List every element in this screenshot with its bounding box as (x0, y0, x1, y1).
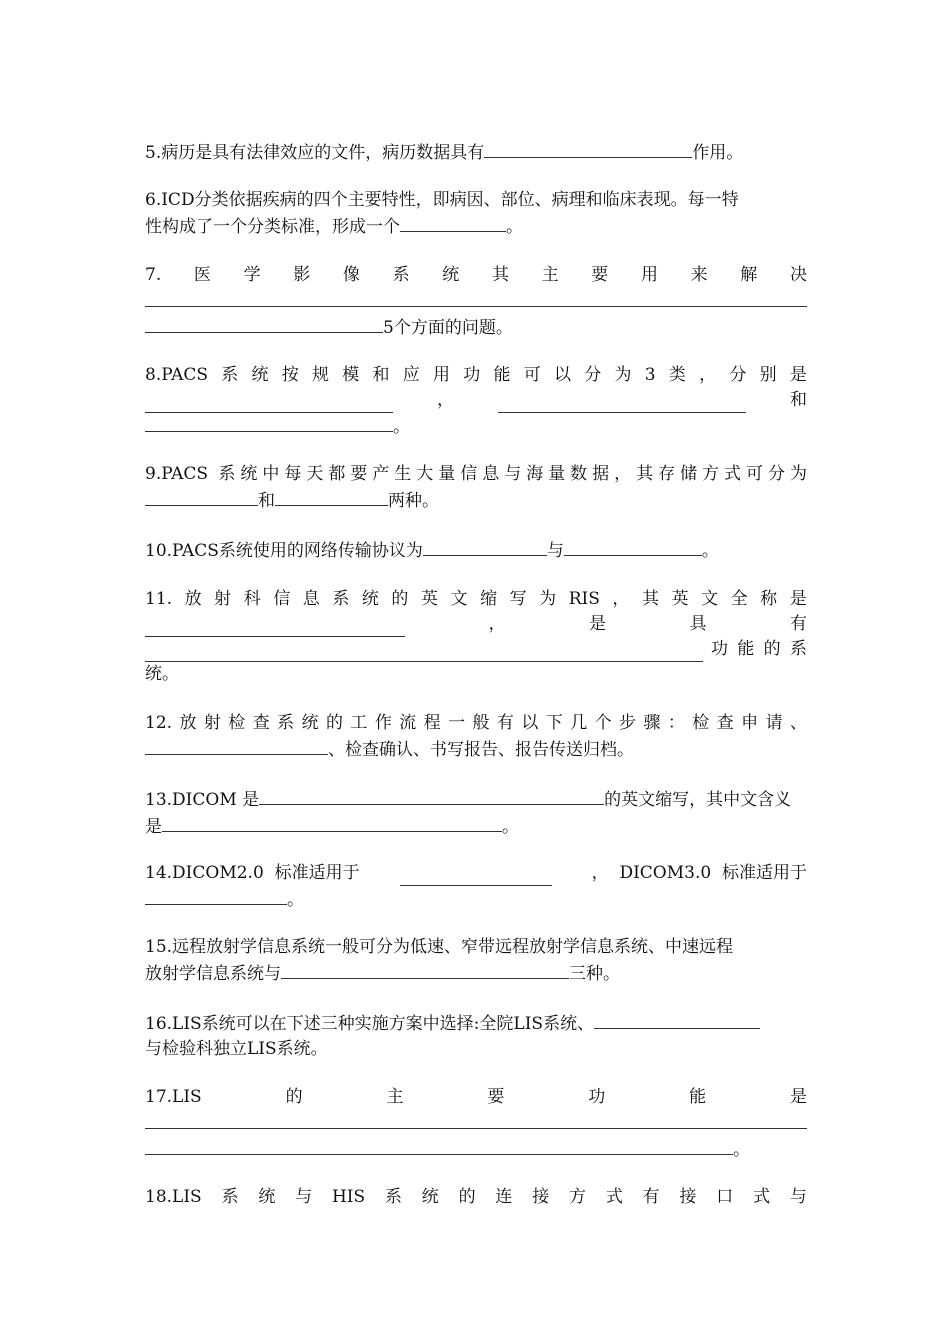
question-11 (145, 587, 807, 687)
q8-char: 可 (523, 365, 541, 385)
q8-blank-3 (145, 413, 393, 432)
q10-blank-1 (423, 537, 547, 556)
q17-char: 的 (285, 1087, 303, 1107)
q13-line2: 是 (145, 817, 162, 837)
q9-line1: 9.PACS 系统中每天都要产生大量信息与海量数据，其存储方式可分为 (145, 464, 807, 484)
q11-tail: 功能的系 (711, 639, 807, 659)
q10-text: 10.PACS系统使用的网络传输协议为 (145, 541, 423, 561)
q17-char: 主 (386, 1087, 404, 1107)
q8-char: 分 (584, 365, 602, 385)
q10-mid: 与 (546, 541, 564, 561)
q11-char: 是 (789, 589, 807, 609)
q8-char: 为 (614, 365, 632, 385)
q18-char: 的 (458, 1187, 476, 1207)
q18-char: 与 (789, 1187, 807, 1207)
q11-char: RIS (568, 589, 600, 609)
q11-char: 信 (273, 589, 291, 609)
q14-mid: ， DICOM3.0 标准适用于 (591, 863, 807, 883)
question-8 (145, 363, 807, 440)
q14-blank-1 (400, 867, 552, 886)
q18-char: 统 (258, 1187, 276, 1207)
q18-char: 连 (495, 1187, 513, 1207)
q11-char: 其 (641, 589, 659, 609)
q6-blank (400, 213, 506, 232)
q7-char: 要 (591, 265, 609, 285)
q11-line2 (145, 612, 807, 637)
q12-line1: 12.放射检查系统的工作流程一般有以下几个步骤：检查申请、 (145, 713, 807, 733)
q14-tail: 。 (287, 890, 304, 910)
q11-char: 称 (760, 589, 778, 609)
q11-char: 的 (391, 589, 409, 609)
q8-line2 (145, 388, 807, 413)
q15-line2: 放射学信息系统与 (145, 964, 281, 984)
q11-char: 11. (145, 589, 173, 609)
q17-char: 能 (689, 1087, 707, 1107)
q11-char: 全 (730, 589, 748, 609)
q8-char: 3 (644, 365, 656, 385)
q8-char: 分 (729, 365, 747, 385)
q11-char: 文 (701, 589, 719, 609)
q10-blank-2 (564, 537, 702, 556)
q8-char: 别 (759, 365, 777, 385)
q14-line1 (145, 861, 807, 886)
q9-tail: 两种。 (388, 491, 439, 511)
q7-char: 来 (690, 265, 708, 285)
q8-char: 能 (493, 365, 511, 385)
question-7 (145, 263, 807, 341)
q11-line1 (145, 587, 807, 612)
q18-char: 口 (716, 1187, 734, 1207)
q11-w1: 是 (589, 614, 606, 634)
q11-line3 (145, 637, 807, 662)
q7-char: 7. (145, 265, 162, 285)
q11-char: 息 (302, 589, 320, 609)
q8-char: 按 (281, 365, 299, 385)
q18-char: 式 (605, 1187, 623, 1207)
q18-char: 接 (532, 1187, 550, 1207)
q8-char: 模 (342, 365, 360, 385)
q17-char: 17.LIS (145, 1087, 202, 1107)
q16-line2: 与检验科独立LIS系统。 (145, 1039, 328, 1059)
q11-char: 英 (420, 589, 438, 609)
q18-char: 统 (421, 1187, 439, 1207)
question-10 (145, 537, 807, 564)
q8-tail: 。 (393, 417, 410, 437)
q8-char: 规 (312, 365, 330, 385)
q7-char: 其 (491, 265, 509, 285)
question-17 (145, 1085, 807, 1163)
question-18 (145, 1185, 807, 1210)
q8-char: 8.PACS (145, 365, 209, 385)
q10-tail: 。 (701, 541, 719, 561)
q18-char: 系 (221, 1187, 239, 1207)
q17-line1 (145, 1085, 807, 1110)
q8-comma: ， (437, 390, 454, 410)
q16-blank (594, 1010, 760, 1029)
q18-line1 (145, 1185, 807, 1210)
q9-and: 和 (258, 491, 275, 511)
q17-blank-line2 (145, 1110, 807, 1129)
q7-blank-line3 (145, 314, 383, 333)
q6-tail: 。 (506, 217, 523, 237)
q8-char: 系 (221, 365, 239, 385)
q9-blank-2 (275, 487, 388, 506)
q8-char: 用 (433, 365, 451, 385)
question-12 (145, 711, 807, 763)
q16-text: 16.LIS系统可以在下述三种实施方案中选择:全院LIS系统、 (145, 1014, 595, 1034)
q11-char: 统 (361, 589, 379, 609)
q17-blank-line3 (145, 1136, 733, 1155)
q15-blank (281, 960, 569, 979)
q5-text: 5.病历是具有法律效应的文件，病历数据具有 (145, 143, 485, 163)
q7-tail: 5个方面的问题。 (383, 318, 513, 338)
q8-char: ， (699, 365, 717, 385)
q7-char: 统 (442, 265, 460, 285)
q8-and: 和 (790, 390, 807, 410)
q11-char: ， (612, 589, 630, 609)
q6-line1: 6.ICD分类依据疾病的四个主要特性，即病因、部位、病理和临床表现。每一特 (145, 190, 739, 210)
q17-char: 是 (789, 1087, 807, 1107)
q15-tail: 三种。 (569, 964, 620, 984)
q18-char: 式 (753, 1187, 771, 1207)
q13-tail: 。 (502, 817, 519, 837)
q18-char: 与 (295, 1187, 313, 1207)
q11-blank-1 (145, 618, 405, 637)
question-16 (145, 1010, 807, 1062)
q11-char: 科 (243, 589, 261, 609)
q8-char: 和 (372, 365, 390, 385)
q18-char: 18.LIS (145, 1187, 202, 1207)
q7-line1 (145, 263, 807, 288)
q7-blank-line2 (145, 288, 807, 307)
q7-char: 影 (293, 265, 311, 285)
q11-char: 英 (671, 589, 689, 609)
q8-char: 统 (251, 365, 269, 385)
q8-char: 类 (668, 365, 686, 385)
q5-tail: 作用。 (692, 143, 744, 163)
q18-char: 系 (384, 1187, 402, 1207)
q13-text: 13.DICOM 是 (145, 790, 260, 810)
q11-char: 写 (509, 589, 527, 609)
q7-char: 医 (193, 265, 211, 285)
q7-char: 主 (541, 265, 559, 285)
q11-char: 放 (184, 589, 202, 609)
q8-char: 是 (789, 365, 807, 385)
q17-tail: 。 (733, 1140, 750, 1160)
q18-char: 有 (642, 1187, 660, 1207)
q8-blank-1 (145, 394, 393, 413)
q11-blank-2 (145, 643, 703, 662)
q7-char: 学 (243, 265, 261, 285)
q8-blank-2 (498, 394, 746, 413)
q11-comma: ， (488, 614, 506, 634)
q8-line1 (145, 363, 807, 388)
q14-blank-2 (145, 886, 287, 905)
q13-mid: 的英文缩写，其中文含义 (604, 790, 792, 810)
q11-w3: 有 (790, 614, 807, 634)
q13-blank-1 (259, 786, 604, 805)
question-15 (145, 935, 807, 987)
q8-char: 应 (402, 365, 420, 385)
q18-char: HIS (331, 1187, 366, 1207)
q11-w2: 具 (689, 614, 707, 634)
q11-char: 文 (450, 589, 468, 609)
q11-char: 系 (332, 589, 350, 609)
q9-blank-1 (145, 487, 258, 506)
q15-line1: 15.远程放射学信息系统一般可分为低速、窄带远程放射学信息系统、中速远程 (145, 937, 734, 957)
q12-tail: 、检查确认、书写报告、报告传送归档。 (328, 740, 634, 760)
q6-line2: 性构成了一个分类标准，形成一个 (145, 217, 400, 237)
q7-char: 像 (342, 265, 360, 285)
q18-char: 方 (569, 1187, 586, 1207)
q18-char: 接 (679, 1187, 697, 1207)
q11-char: 为 (539, 589, 557, 609)
question-6 (145, 188, 807, 240)
q8-char: 以 (554, 365, 572, 385)
q7-char: 解 (740, 265, 758, 285)
q8-char: 功 (463, 365, 481, 385)
q17-char: 功 (588, 1087, 606, 1107)
q7-char: 系 (392, 265, 410, 285)
q5-blank (484, 139, 692, 158)
question-5 (145, 139, 807, 166)
q7-char: 决 (789, 265, 807, 285)
question-9 (145, 462, 807, 514)
question-14 (145, 861, 807, 913)
q17-char: 要 (487, 1087, 505, 1107)
q12-blank (145, 736, 328, 755)
q7-char: 用 (640, 265, 658, 285)
q11-line4: 统。 (145, 664, 179, 684)
question-13 (145, 786, 807, 840)
q14-text: 14.DICOM2.0 标准适用于 (145, 863, 360, 883)
q13-blank-2 (162, 813, 502, 832)
q11-char: 射 (214, 589, 232, 609)
q11-char: 缩 (480, 589, 498, 609)
